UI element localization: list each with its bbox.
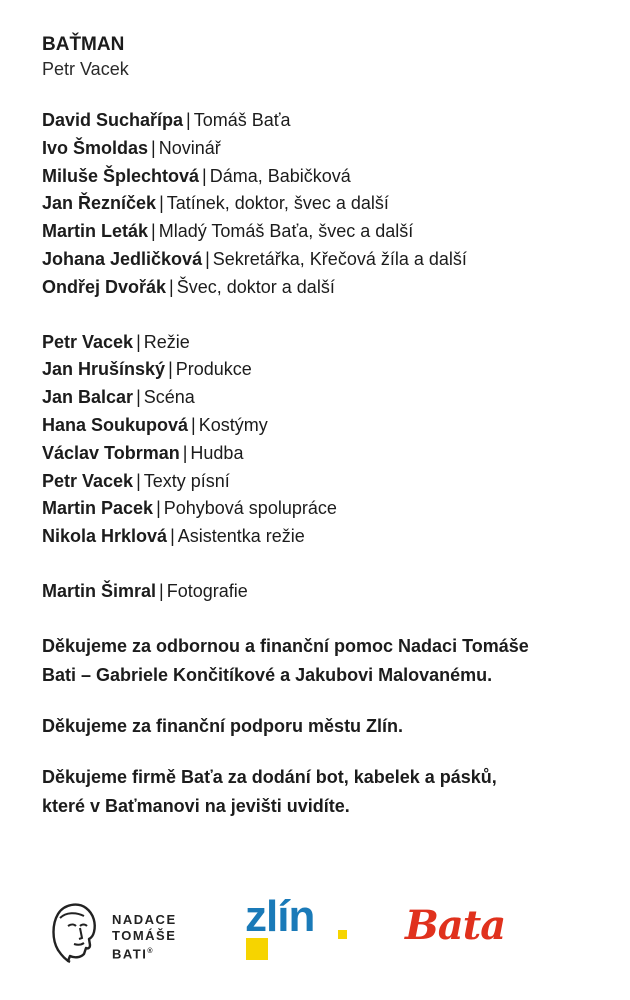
bata-logo <box>405 902 555 954</box>
person-name: Ivo Šmoldas <box>42 137 149 158</box>
separator: | <box>151 137 156 158</box>
person-name: Nikola Hrklová <box>42 526 168 547</box>
separator: | <box>202 165 207 186</box>
person-name: Václav Tobrman <box>42 442 180 463</box>
program-page <box>42 34 602 821</box>
cast-row <box>42 274 602 302</box>
crew-row <box>42 523 602 551</box>
person-role: Novinář <box>158 137 221 158</box>
person-role: Kostýmy <box>198 414 268 435</box>
cast-row <box>42 246 602 274</box>
thanks-line: Děkujeme za finanční podporu městu Zlín. <box>42 715 404 736</box>
cast-row <box>42 190 602 218</box>
crew-row <box>42 356 602 384</box>
person-role: Tatínek, doktor, švec a další <box>166 193 389 214</box>
play-title: BAŤMAN <box>42 34 125 55</box>
separator: | <box>170 526 175 547</box>
person-role: Fotografie <box>166 580 248 601</box>
person-name: Miluše Šplechtová <box>42 165 200 186</box>
bata-portrait-icon <box>44 898 102 964</box>
person-name: David Suchařípa <box>42 110 184 130</box>
photo-row <box>42 578 602 606</box>
cast-row <box>42 163 602 191</box>
person-role: Hudba <box>190 442 244 463</box>
crew-row <box>42 329 602 357</box>
person-name: Ondřej Dvořák <box>42 276 167 297</box>
person-role: Asistentka režie <box>177 526 305 547</box>
thanks-paragraph <box>42 712 602 741</box>
person-name: Martin Leták <box>42 221 149 242</box>
person-role: Mladý Tomáš Baťa, švec a další <box>158 221 414 242</box>
separator: | <box>151 221 156 242</box>
person-role: Scéna <box>143 387 195 408</box>
person-role: Sekretářka, Křečová žíla a další <box>212 248 467 269</box>
separator: | <box>191 414 196 435</box>
separator: | <box>159 580 164 601</box>
person-role: Dáma, Babičková <box>209 165 351 186</box>
separator: | <box>169 276 174 297</box>
thanks-line: Děkujeme firmě Baťa za dodání bot, kabelek a pásků, <box>42 766 497 787</box>
person-name: Petr Vacek <box>42 470 134 491</box>
person-name: Martin Šimral <box>42 580 157 601</box>
separator: | <box>136 331 141 352</box>
bata-wordmark: Bata <box>405 902 506 949</box>
separator: | <box>168 359 173 380</box>
zlin-logo <box>245 892 355 964</box>
person-name: Hana Soukupová <box>42 414 189 435</box>
separator: | <box>205 248 210 269</box>
thanks-line: Bati – Gabriele Končitíkové a Jakubovi Malovanému. <box>42 664 493 685</box>
play-author: Petr Vacek <box>42 59 129 79</box>
separator: | <box>136 470 141 491</box>
zlin-dot-icon <box>338 930 347 939</box>
crew-row <box>42 468 602 496</box>
thanks-paragraph <box>42 763 602 821</box>
sponsor-logos <box>40 890 600 970</box>
thanks-line: Děkujeme za odbornou a finanční pomoc Nadaci Tomáše <box>42 635 529 656</box>
person-name: Jan Řezníček <box>42 193 157 214</box>
person-role: Režie <box>143 331 190 352</box>
cast-list <box>42 107 602 302</box>
nadace-text: NADACE TOMÁŠE BATI® <box>112 912 177 962</box>
person-role: Texty písní <box>143 470 230 491</box>
cast-row <box>42 218 602 246</box>
crew-row <box>42 495 602 523</box>
cast-row <box>42 107 602 135</box>
separator: | <box>182 442 188 463</box>
person-name: Jan Balcar <box>42 387 134 408</box>
person-role: Tomáš Baťa <box>193 110 291 130</box>
separator: | <box>136 387 141 408</box>
person-name: Jan Hrušínský <box>42 359 166 380</box>
crew-row <box>42 440 602 468</box>
separator: | <box>186 110 191 130</box>
thanks-line: které v Baťmanovi na jevišti uvidíte. <box>42 795 350 816</box>
crew-list <box>42 329 602 551</box>
person-name: Johana Jedličková <box>42 248 203 269</box>
crew-row <box>42 412 602 440</box>
photo-credit-list <box>42 578 602 606</box>
person-role: Pohybová spolupráce <box>163 498 337 519</box>
person-name: Petr Vacek <box>42 331 134 352</box>
separator: | <box>156 498 161 519</box>
crew-row <box>42 384 602 412</box>
zlin-wordmark: zlín <box>245 892 315 941</box>
person-role: Švec, doktor a další <box>176 276 335 297</box>
person-name: Martin Pacek <box>42 498 154 519</box>
thanks-section <box>42 632 602 821</box>
person-role: Produkce <box>175 359 252 380</box>
thanks-paragraph <box>42 632 602 690</box>
separator: | <box>159 193 164 214</box>
nadace-tomase-bati-logo <box>40 898 210 964</box>
cast-row <box>42 135 602 163</box>
